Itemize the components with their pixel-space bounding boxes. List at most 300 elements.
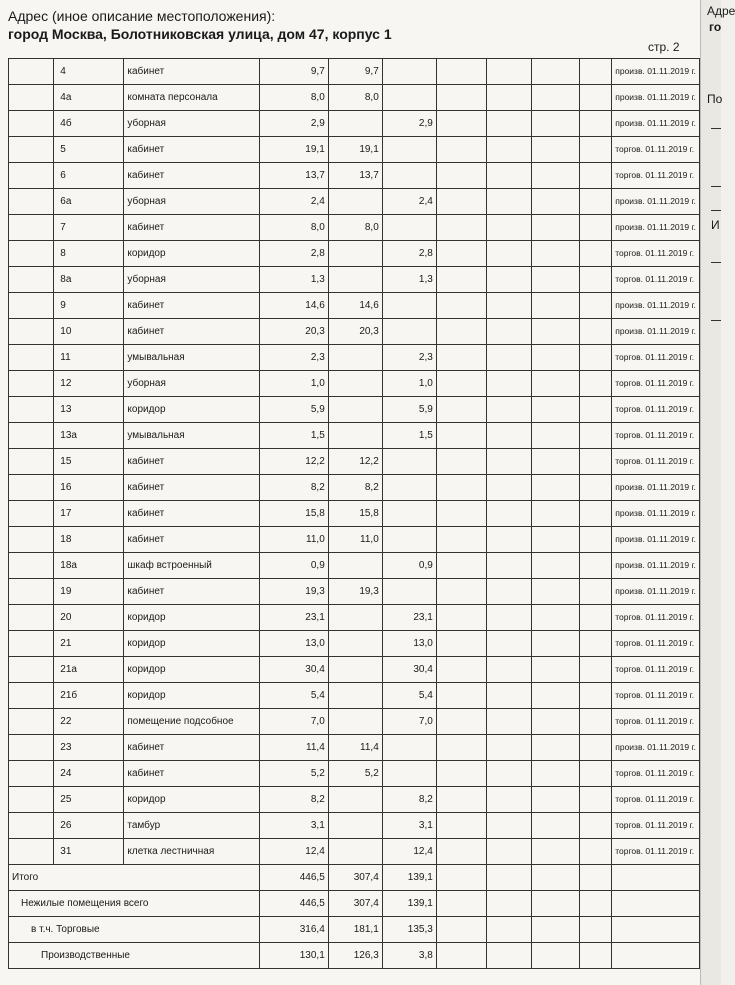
next-page-edge <box>700 0 735 985</box>
summary-label: Производственные <box>9 943 260 969</box>
empty-cell <box>486 761 531 787</box>
table-row <box>9 501 700 527</box>
empty-cell <box>580 59 612 85</box>
empty-cell <box>532 397 580 423</box>
empty-cell <box>532 605 580 631</box>
room-name: шкаф встроенный <box>124 553 260 579</box>
edge-rule <box>711 262 721 263</box>
empty-cell <box>436 371 486 397</box>
room-note: торгов. 01.11.2019 г. <box>612 839 700 865</box>
empty-cell <box>9 137 54 163</box>
summary-label: Итого <box>9 865 260 891</box>
edge-text: По <box>707 92 723 106</box>
main-area <box>328 657 382 683</box>
empty-cell <box>486 111 531 137</box>
empty-cell <box>532 111 580 137</box>
aux-area <box>382 449 436 475</box>
room-number: 9 <box>54 293 124 319</box>
empty-cell <box>436 501 486 527</box>
empty-cell <box>580 553 612 579</box>
empty-cell <box>580 267 612 293</box>
summary-row <box>9 943 700 969</box>
empty-cell <box>580 657 612 683</box>
empty-cell <box>532 631 580 657</box>
empty-cell <box>9 605 54 631</box>
aux-area: 2,4 <box>382 189 436 215</box>
empty-cell <box>580 501 612 527</box>
aux-area: 2,8 <box>382 241 436 267</box>
aux-area <box>382 163 436 189</box>
room-number: 25 <box>54 787 124 813</box>
empty-cell <box>436 787 486 813</box>
main-area <box>328 241 382 267</box>
aux-area: 7,0 <box>382 709 436 735</box>
total-area: 30,4 <box>260 657 328 683</box>
empty-cell <box>580 787 612 813</box>
room-name: тамбур <box>124 813 260 839</box>
empty-cell <box>436 813 486 839</box>
aux-area: 1,0 <box>382 371 436 397</box>
summary-main: 307,4 <box>328 891 382 917</box>
aux-area <box>382 85 436 111</box>
room-number: 6а <box>54 189 124 215</box>
room-name: кабинет <box>124 137 260 163</box>
empty-cell <box>9 319 54 345</box>
room-number: 24 <box>54 761 124 787</box>
edge-text: го <box>709 20 722 34</box>
empty-cell <box>486 813 531 839</box>
aux-area: 1,3 <box>382 267 436 293</box>
total-area: 0,9 <box>260 553 328 579</box>
room-name: уборная <box>124 267 260 293</box>
table-row <box>9 657 700 683</box>
room-number: 21а <box>54 657 124 683</box>
empty-cell <box>486 345 531 371</box>
aux-area <box>382 761 436 787</box>
empty-cell <box>486 501 531 527</box>
empty-cell <box>9 787 54 813</box>
empty-cell <box>580 163 612 189</box>
empty-cell <box>580 423 612 449</box>
main-area <box>328 839 382 865</box>
room-note: торгов. 01.11.2019 г. <box>612 423 700 449</box>
room-number: 7 <box>54 215 124 241</box>
empty-cell <box>436 475 486 501</box>
room-note: торгов. 01.11.2019 г. <box>612 137 700 163</box>
room-note: торгов. 01.11.2019 г. <box>612 163 700 189</box>
empty-cell <box>436 631 486 657</box>
summary-total: 446,5 <box>260 891 328 917</box>
empty-cell <box>532 813 580 839</box>
empty-cell <box>436 709 486 735</box>
room-number: 15 <box>54 449 124 475</box>
room-name: кабинет <box>124 293 260 319</box>
empty-cell <box>532 735 580 761</box>
room-name: умывальная <box>124 423 260 449</box>
empty-cell <box>436 735 486 761</box>
room-name: умывальная <box>124 345 260 371</box>
aux-area: 23,1 <box>382 605 436 631</box>
room-note: произв. 01.11.2019 г. <box>612 501 700 527</box>
empty-cell <box>9 475 54 501</box>
empty-cell <box>532 709 580 735</box>
summary-main: 181,1 <box>328 917 382 943</box>
empty-cell <box>580 345 612 371</box>
main-area <box>328 345 382 371</box>
aux-area: 2,9 <box>382 111 436 137</box>
empty-cell <box>486 397 531 423</box>
empty-cell <box>532 475 580 501</box>
empty-cell <box>580 397 612 423</box>
table-row <box>9 241 700 267</box>
edge-text: Адре <box>707 4 735 18</box>
empty-cell <box>486 631 531 657</box>
empty-cell <box>486 163 531 189</box>
empty-cell <box>486 735 531 761</box>
aux-area: 8,2 <box>382 787 436 813</box>
empty-cell <box>580 137 612 163</box>
room-number: 20 <box>54 605 124 631</box>
room-number: 22 <box>54 709 124 735</box>
empty-cell <box>532 839 580 865</box>
room-note: торгов. 01.11.2019 г. <box>612 371 700 397</box>
total-area: 1,5 <box>260 423 328 449</box>
empty-cell <box>436 137 486 163</box>
aux-area: 30,4 <box>382 657 436 683</box>
table-row <box>9 683 700 709</box>
empty-cell <box>436 293 486 319</box>
main-area: 5,2 <box>328 761 382 787</box>
summary-aux: 3,8 <box>382 943 436 969</box>
aux-area: 5,4 <box>382 683 436 709</box>
empty-cell <box>9 553 54 579</box>
rooms-table <box>8 58 700 969</box>
empty-cell <box>9 345 54 371</box>
empty-cell <box>580 709 612 735</box>
room-name: кабинет <box>124 319 260 345</box>
total-area: 8,0 <box>260 215 328 241</box>
empty-cell <box>436 761 486 787</box>
room-name: коридор <box>124 631 260 657</box>
room-name: уборная <box>124 111 260 137</box>
aux-area: 0,9 <box>382 553 436 579</box>
total-area: 19,1 <box>260 137 328 163</box>
room-number: 16 <box>54 475 124 501</box>
empty-cell <box>9 501 54 527</box>
edge-rule <box>711 186 721 187</box>
empty-cell <box>580 735 612 761</box>
empty-cell <box>532 163 580 189</box>
room-number: 13 <box>54 397 124 423</box>
main-area <box>328 813 382 839</box>
total-area: 20,3 <box>260 319 328 345</box>
summary-row <box>9 891 700 917</box>
room-number: 17 <box>54 501 124 527</box>
empty-cell <box>532 657 580 683</box>
empty-cell <box>532 267 580 293</box>
empty-cell <box>486 943 531 969</box>
total-area: 5,2 <box>260 761 328 787</box>
aux-area <box>382 501 436 527</box>
empty-cell <box>532 59 580 85</box>
empty-cell <box>436 189 486 215</box>
empty-cell <box>9 111 54 137</box>
empty-cell <box>9 579 54 605</box>
empty-cell <box>436 397 486 423</box>
empty-cell <box>9 761 54 787</box>
room-number: 19 <box>54 579 124 605</box>
table-row <box>9 345 700 371</box>
room-number: 18 <box>54 527 124 553</box>
empty-cell <box>580 449 612 475</box>
aux-area <box>382 475 436 501</box>
summary-row <box>9 865 700 891</box>
room-number: 6 <box>54 163 124 189</box>
empty-cell <box>532 85 580 111</box>
empty-cell <box>580 865 612 891</box>
room-number: 23 <box>54 735 124 761</box>
table-row <box>9 761 700 787</box>
empty-cell <box>612 943 700 969</box>
room-name: кабинет <box>124 527 260 553</box>
table-row <box>9 163 700 189</box>
main-area <box>328 423 382 449</box>
table-row <box>9 85 700 111</box>
room-name: коридор <box>124 657 260 683</box>
empty-cell <box>436 85 486 111</box>
empty-cell <box>9 839 54 865</box>
empty-cell <box>532 371 580 397</box>
empty-cell <box>486 371 531 397</box>
room-note: произв. 01.11.2019 г. <box>612 527 700 553</box>
empty-cell <box>532 449 580 475</box>
empty-cell <box>9 631 54 657</box>
room-note: торгов. 01.11.2019 г. <box>612 397 700 423</box>
room-number: 31 <box>54 839 124 865</box>
empty-cell <box>9 293 54 319</box>
empty-cell <box>9 215 54 241</box>
room-name: клетка лестничная <box>124 839 260 865</box>
aux-area: 1,5 <box>382 423 436 449</box>
empty-cell <box>9 683 54 709</box>
empty-cell <box>580 891 612 917</box>
room-note: торгов. 01.11.2019 г. <box>612 813 700 839</box>
empty-cell <box>486 787 531 813</box>
empty-cell <box>9 189 54 215</box>
empty-cell <box>580 943 612 969</box>
room-name: уборная <box>124 189 260 215</box>
empty-cell <box>486 917 531 943</box>
empty-cell <box>9 423 54 449</box>
empty-cell <box>580 371 612 397</box>
aux-area <box>382 319 436 345</box>
empty-cell <box>580 813 612 839</box>
empty-cell <box>436 839 486 865</box>
total-area: 5,9 <box>260 397 328 423</box>
empty-cell <box>532 553 580 579</box>
table-row <box>9 449 700 475</box>
room-note: произв. 01.11.2019 г. <box>612 189 700 215</box>
total-area: 2,3 <box>260 345 328 371</box>
total-area: 2,9 <box>260 111 328 137</box>
empty-cell <box>532 319 580 345</box>
main-area <box>328 189 382 215</box>
table-row <box>9 319 700 345</box>
room-name: коридор <box>124 397 260 423</box>
empty-cell <box>436 163 486 189</box>
total-area: 7,0 <box>260 709 328 735</box>
room-name: коридор <box>124 787 260 813</box>
room-name: коридор <box>124 241 260 267</box>
edge-rule <box>711 128 721 129</box>
empty-cell <box>532 943 580 969</box>
empty-cell <box>486 293 531 319</box>
room-number: 8 <box>54 241 124 267</box>
empty-cell <box>486 241 531 267</box>
empty-cell <box>532 293 580 319</box>
total-area: 8,2 <box>260 787 328 813</box>
empty-cell <box>580 293 612 319</box>
room-name: кабинет <box>124 735 260 761</box>
empty-cell <box>436 553 486 579</box>
main-area: 19,3 <box>328 579 382 605</box>
room-number: 4б <box>54 111 124 137</box>
empty-cell <box>532 215 580 241</box>
main-area <box>328 709 382 735</box>
summary-aux: 135,3 <box>382 917 436 943</box>
empty-cell <box>436 865 486 891</box>
room-note: произв. 01.11.2019 г. <box>612 85 700 111</box>
empty-cell <box>580 111 612 137</box>
room-name: коридор <box>124 605 260 631</box>
edge-text: И <box>711 218 720 232</box>
total-area: 3,1 <box>260 813 328 839</box>
empty-cell <box>486 215 531 241</box>
room-name: кабинет <box>124 761 260 787</box>
main-area <box>328 111 382 137</box>
main-area: 11,4 <box>328 735 382 761</box>
empty-cell <box>486 605 531 631</box>
table-row <box>9 111 700 137</box>
empty-cell <box>486 657 531 683</box>
table-row <box>9 709 700 735</box>
summary-total: 446,5 <box>260 865 328 891</box>
total-area: 2,8 <box>260 241 328 267</box>
edge-rule <box>711 320 721 321</box>
summary-aux: 139,1 <box>382 891 436 917</box>
total-area: 23,1 <box>260 605 328 631</box>
empty-cell <box>436 345 486 371</box>
empty-cell <box>580 761 612 787</box>
table-row <box>9 605 700 631</box>
aux-area <box>382 137 436 163</box>
aux-area: 12,4 <box>382 839 436 865</box>
room-name: уборная <box>124 371 260 397</box>
main-area <box>328 683 382 709</box>
empty-cell <box>486 891 531 917</box>
room-note: торгов. 01.11.2019 г. <box>612 241 700 267</box>
empty-cell <box>486 839 531 865</box>
total-area: 9,7 <box>260 59 328 85</box>
empty-cell <box>580 85 612 111</box>
summary-label: в т.ч. Торговые <box>9 917 260 943</box>
empty-cell <box>436 943 486 969</box>
aux-area <box>382 735 436 761</box>
room-note: произв. 01.11.2019 г. <box>612 319 700 345</box>
room-note: произв. 01.11.2019 г. <box>612 735 700 761</box>
table-row <box>9 267 700 293</box>
empty-cell <box>436 891 486 917</box>
room-name: помещение подсобное <box>124 709 260 735</box>
empty-cell <box>532 761 580 787</box>
aux-area <box>382 59 436 85</box>
room-note: торгов. 01.11.2019 г. <box>612 709 700 735</box>
room-note: произв. 01.11.2019 г. <box>612 553 700 579</box>
empty-cell <box>436 267 486 293</box>
summary-label: Нежилые помещения всего <box>9 891 260 917</box>
aux-area: 3,1 <box>382 813 436 839</box>
room-number: 21 <box>54 631 124 657</box>
room-note: торгов. 01.11.2019 г. <box>612 449 700 475</box>
empty-cell <box>9 735 54 761</box>
empty-cell <box>580 605 612 631</box>
empty-cell <box>580 839 612 865</box>
main-area: 9,7 <box>328 59 382 85</box>
room-name: кабинет <box>124 59 260 85</box>
room-number: 10 <box>54 319 124 345</box>
total-area: 11,0 <box>260 527 328 553</box>
total-area: 14,6 <box>260 293 328 319</box>
total-area: 1,3 <box>260 267 328 293</box>
main-area <box>328 553 382 579</box>
room-number: 21б <box>54 683 124 709</box>
table-row <box>9 735 700 761</box>
address-label: Адрес (иное описание местоположения): <box>8 8 276 24</box>
room-note: произв. 01.11.2019 г. <box>612 59 700 85</box>
empty-cell <box>436 319 486 345</box>
empty-cell <box>532 189 580 215</box>
main-area <box>328 267 382 293</box>
empty-cell <box>532 917 580 943</box>
table-row <box>9 813 700 839</box>
empty-cell <box>486 865 531 891</box>
empty-cell <box>9 59 54 85</box>
room-number: 26 <box>54 813 124 839</box>
empty-cell <box>532 423 580 449</box>
room-number: 4 <box>54 59 124 85</box>
main-area <box>328 397 382 423</box>
empty-cell <box>9 449 54 475</box>
room-number: 13а <box>54 423 124 449</box>
empty-cell <box>436 423 486 449</box>
empty-cell <box>486 449 531 475</box>
main-area: 15,8 <box>328 501 382 527</box>
empty-cell <box>486 553 531 579</box>
empty-cell <box>9 397 54 423</box>
empty-cell <box>9 163 54 189</box>
aux-area <box>382 293 436 319</box>
empty-cell <box>436 683 486 709</box>
room-note: произв. 01.11.2019 г. <box>612 293 700 319</box>
main-area <box>328 371 382 397</box>
main-area: 8,0 <box>328 215 382 241</box>
table-row <box>9 475 700 501</box>
empty-cell <box>532 891 580 917</box>
empty-cell <box>612 891 700 917</box>
total-area: 1,0 <box>260 371 328 397</box>
room-number: 4а <box>54 85 124 111</box>
room-name: кабинет <box>124 449 260 475</box>
